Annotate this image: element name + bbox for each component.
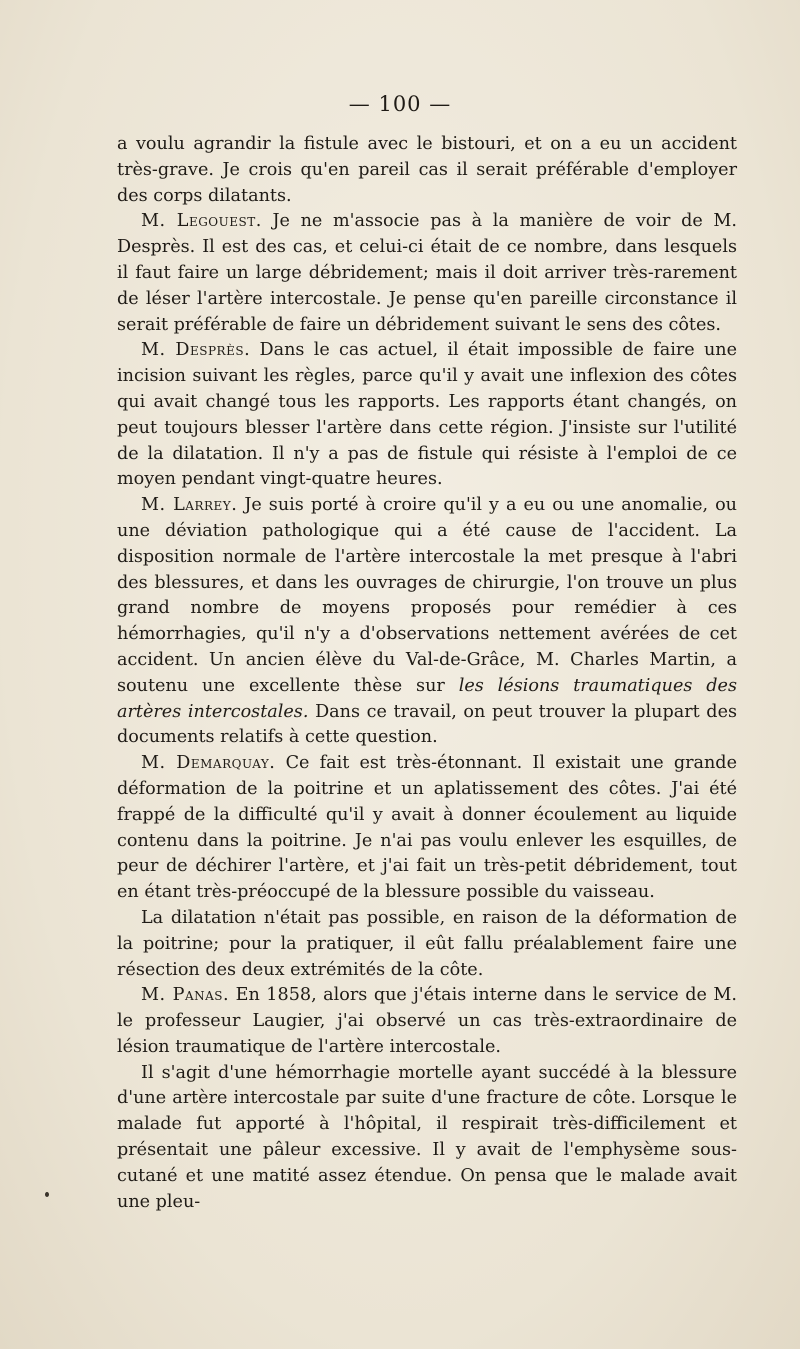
- paragraph-text: Dans le cas actuel, il était impossible de faire une incision suivant les règles, parce qu'il y avait une inflexion des côtes qui avait changé tous les rapports. Les rapports étant changés, on peut toujours blesser l'artère dans cette région. J'insiste sur l'utilité de la dilatation. Il n'y a pas de fistule qui résiste à l'emploi de ce moyen pendant vingt-quatre heures.: [117, 340, 738, 490]
- paragraph-3: [117, 338, 737, 493]
- paragraph-text: a voulu agrandir la fistule avec le bistouri, et on a eu un accident très-grave. Je crois qu'en pareil cas il serait préférable d'employer des corps dilatants.: [117, 134, 737, 206]
- paragraph-text: Je ne m'associe pas à la manière de voir de M. Desprès. Il est des cas, et celui-ci était de ce nombre, dans lesquels il faut faire un large débridement; mais il doit arriver très-rarement de léser l'artère intercostale. Je pense qu'en pareille circonstance il serait préférable de faire un débridement suivant le sens des côtes.: [117, 211, 738, 335]
- page-number: — 100 —: [348, 92, 452, 116]
- paragraph-text: Il s'agit d'une hémorrhagie mortelle ayant succédé à la blessure d'une artère intercostale par suite d'une fracture de côte. Lorsque le malade fut apporté à l'hôpital, il respirait très-difficilement et présentait une pâleur excessive. Il y avait de l'emphysème sous-cutané et une matité assez étendue. On pensa que le malade avait une pleu-: [117, 1062, 737, 1212]
- thesis-title: les lésions traumatiques des artères intercostales.: [117, 675, 737, 722]
- paragraph-text: Ce fait est très-étonnant. Il existait une grande déformation de la poitrine et un aplatissement des côtes. J'ai été frappé de la difficulté qu'il y avait à donner écoulement au liquide contenu dans la poitrine. Je n'ai pas voulu enlever les esquilles, de peur de déchirer l'artère, et j'ai fait un très-petit débridement, tout en étant très-préoccupé de la blessure possible du vaisseau.: [117, 753, 737, 903]
- paragraph-2: [117, 209, 737, 338]
- paragraph-4: [117, 493, 737, 751]
- speaker-name: M. Demarquay.: [141, 753, 276, 774]
- paragraph-5: [117, 751, 737, 906]
- paragraph-text-continued: Dans ce travail, on peut trouver la plupart des documents relatifs à cette question.: [117, 701, 738, 748]
- paragraph-text: En 1858, alors que j'étais interne dans le service de M. le professeur Laugier, j'ai observé un cas très-extraordinaire de lésion traumatique de l'artère intercostale.: [117, 985, 738, 1057]
- speaker-name: M. Larrey.: [141, 495, 238, 516]
- paragraph-6: [117, 906, 737, 983]
- speaker-name: M. Panas.: [141, 985, 230, 1006]
- speaker-name: M. Desprès.: [141, 340, 251, 361]
- ink-speck: [45, 1192, 49, 1197]
- speaker-name: M. Legouest.: [141, 211, 262, 232]
- paragraph-1: [117, 132, 737, 209]
- paragraph-8: [117, 1061, 737, 1216]
- paragraph-7: [117, 983, 737, 1060]
- paragraph-text: La dilatation n'était pas possible, en raison de la déformation de la poitrine; pour la pratiquer, il eût fallu préalablement faire une résection des deux extrémités de la côte.: [117, 907, 737, 980]
- body-text: [117, 132, 737, 1215]
- paragraph-text: Je suis porté à croire qu'il y a eu ou une anomalie, ou une déviation pathologique qui a été cause de l'accident. La disposition normale de l'artère intercostale la met presque à l'abri des blessures, et dans les ouvrages de chirurgie, l'on trouve un plus grand nombre de moyens proposés pour remédier à ces hémorrhagies, qu'il n'y a d'observations nettement avérées de cet accident. Un ancien élève du Val-de-Grâce, M. Charles Martin, a soutenu une excellente thèse sur: [117, 495, 737, 696]
